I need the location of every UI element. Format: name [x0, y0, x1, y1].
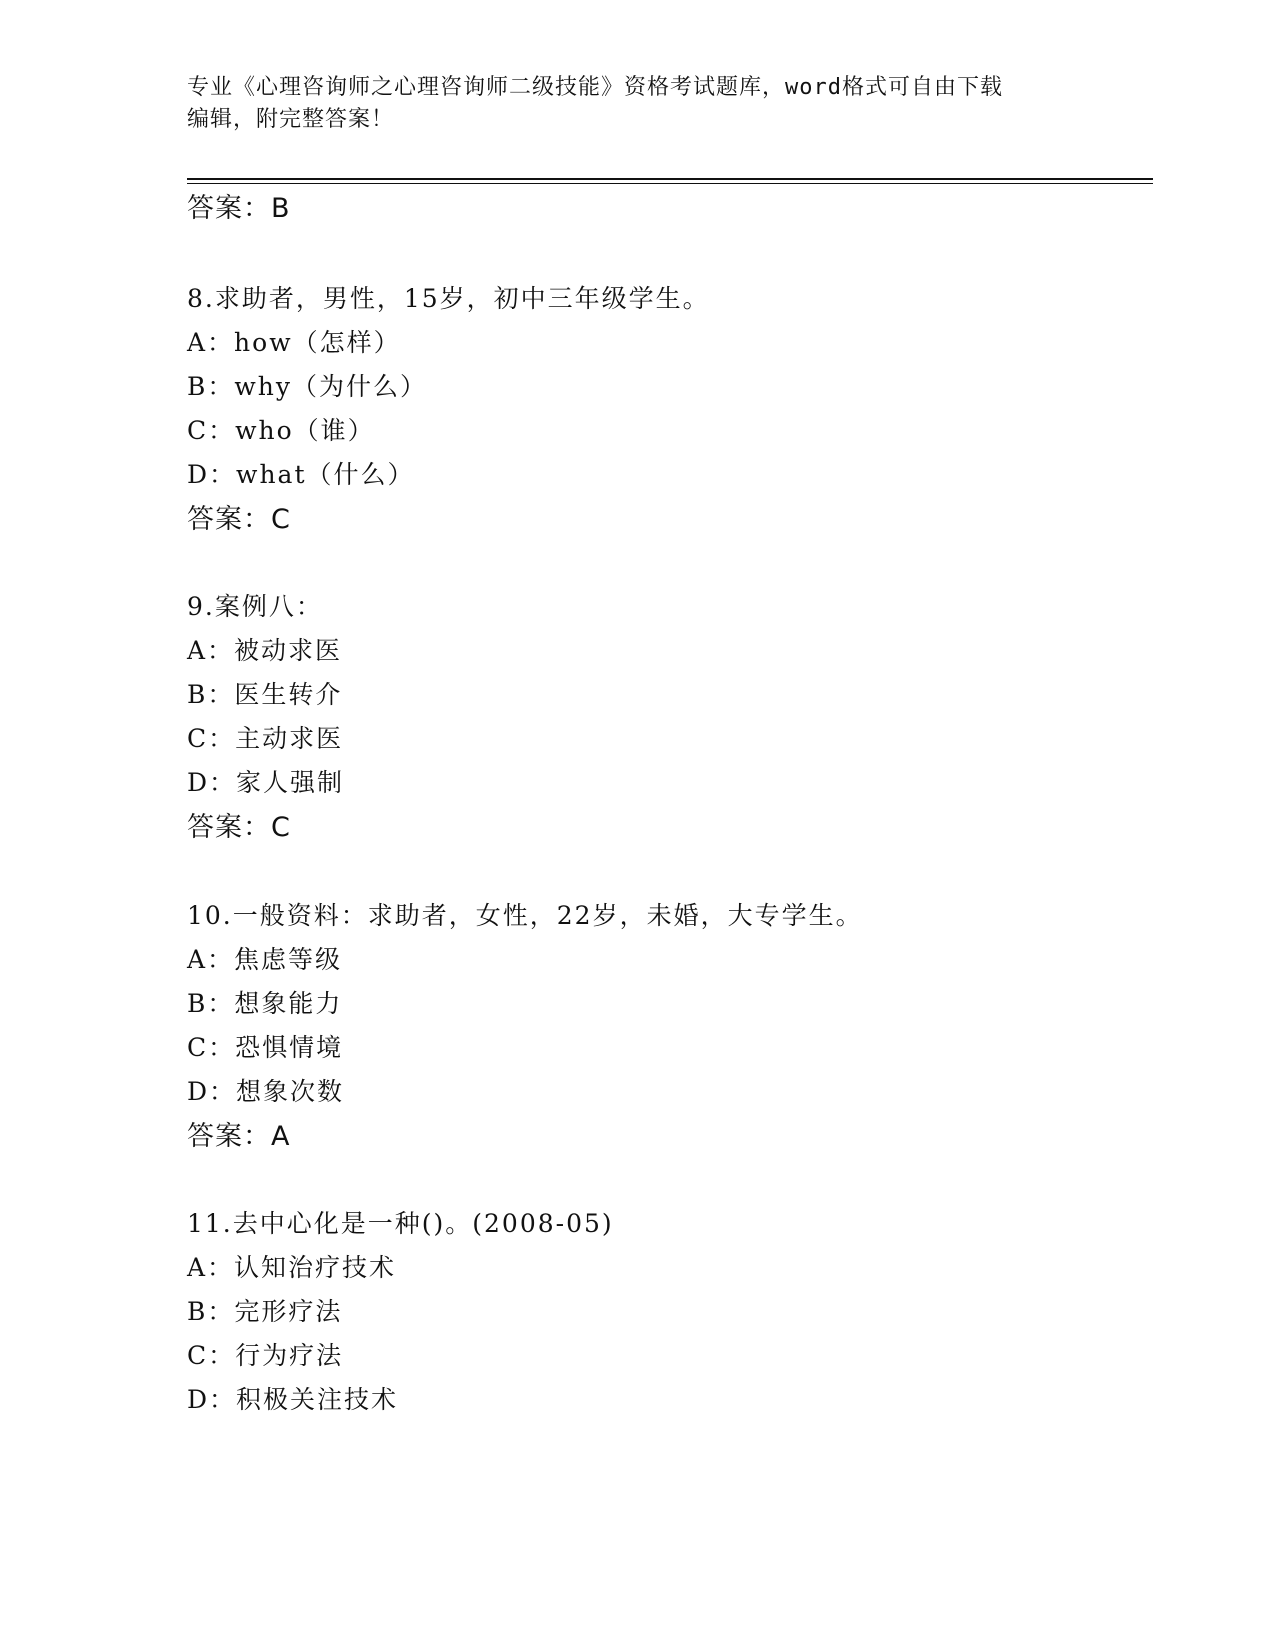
question-stem: 8.求助者，男性，15岁，初中三年级学生。 [187, 284, 710, 313]
answer: 答案：A [187, 1121, 291, 1152]
header-line-1: 专业《心理咨询师之心理咨询师二级技能》资格考试题库，word格式可自由下载 [187, 75, 1003, 100]
option-b: B：完形疗法 [187, 1297, 343, 1326]
option-a: A：被动求医 [187, 636, 343, 665]
header-divider [187, 178, 1153, 180]
answer: 答案：C [187, 812, 291, 843]
option-a: A：焦虑等级 [187, 945, 343, 974]
option-c: C：主动求医 [187, 724, 344, 753]
option-d: D：想象次数 [187, 1077, 345, 1106]
header-divider-thin [187, 183, 1153, 184]
question-stem: 10.一般资料：求助者，女性，22岁，未婚，大专学生。 [187, 901, 863, 930]
option-c: C：恐惧情境 [187, 1033, 344, 1062]
header-line-2: 编辑，附完整答案！ [187, 107, 395, 132]
option-c: C：行为疗法 [187, 1341, 344, 1370]
option-a: A：how（怎样） [187, 328, 401, 357]
option-b: B：医生转介 [187, 680, 343, 709]
question-stem: 9.案例八： [187, 592, 323, 621]
answer: 答案：C [187, 504, 291, 535]
question-stem: 11.去中心化是一种()。(2008-05) [187, 1209, 614, 1238]
option-d: D：家人强制 [187, 768, 345, 797]
option-b: B：想象能力 [187, 989, 343, 1018]
document-header [187, 72, 1087, 136]
answer-prev: 答案：B [187, 193, 291, 224]
option-d: D：积极关注技术 [187, 1385, 399, 1414]
option-d: D：what（什么） [187, 460, 415, 489]
option-a: A：认知治疗技术 [187, 1253, 397, 1282]
option-c: C：who（谁） [187, 416, 375, 445]
option-b: B：why（为什么） [187, 372, 427, 401]
